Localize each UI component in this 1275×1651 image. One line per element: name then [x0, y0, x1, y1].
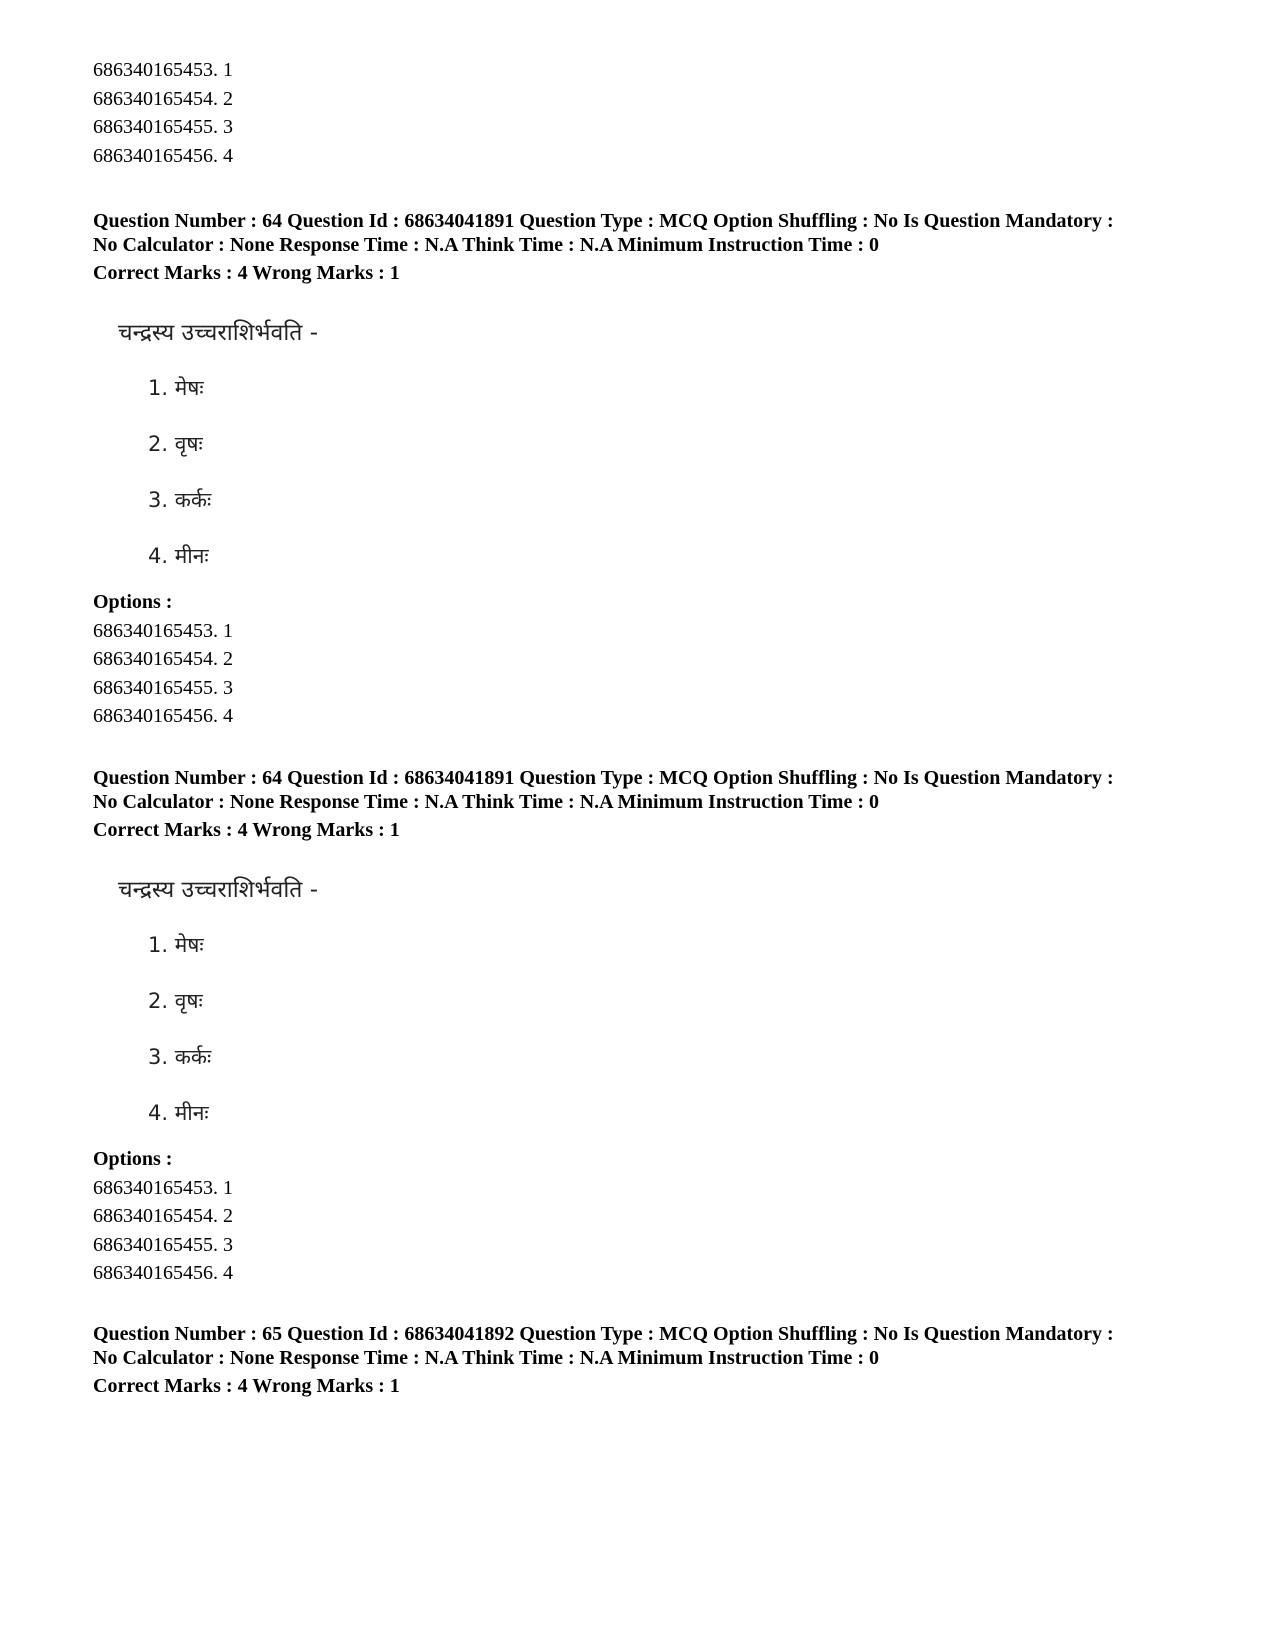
question-marks: Correct Marks : 4 Wrong Marks : 1 — [93, 819, 400, 841]
question-choice: 3. कर्कः — [148, 488, 212, 512]
option-row: 686340165454. 2 — [93, 1205, 233, 1227]
option-row: 686340165453. 1 — [93, 619, 233, 642]
question-choice: 1. मेषः — [148, 376, 204, 400]
option-row: 686340165454. 2 — [93, 87, 233, 110]
question-stem: चन्द्रस्य उच्चराशिर्भवति - — [118, 320, 318, 346]
question-choice: 3. कर्कः — [148, 1045, 212, 1069]
options-label: Options : — [93, 1148, 173, 1170]
question-image-2 — [118, 875, 518, 1145]
option-row: 686340165455. 3 — [93, 676, 233, 699]
question-choice: 1. मेषः — [148, 933, 204, 957]
question-choice: 2. वृषः — [148, 989, 203, 1013]
options-label: Options : — [93, 591, 173, 613]
question-stem: चन्द्रस्य उच्चराशिर्भवति - — [118, 877, 318, 903]
question-choice: 4. मीनः — [148, 544, 209, 568]
question-meta-line: No Calculator : None Response Time : N.A Think Time : N.A Minimum Instruction Time : 0 — [93, 1347, 879, 1369]
options-section-1 — [93, 588, 1213, 731]
question-meta-line: No Calculator : None Response Time : N.A Think Time : N.A Minimum Instruction Time : 0 — [93, 234, 879, 256]
question-header-2 — [93, 766, 1213, 842]
question-marks: Correct Marks : 4 Wrong Marks : 1 — [93, 1375, 400, 1397]
option-row: 686340165456. 4 — [93, 1262, 233, 1284]
options-list-top — [93, 56, 1213, 170]
option-row: 686340165455. 3 — [93, 116, 233, 138]
question-choice: 4. मीनः — [148, 1101, 209, 1125]
question-header-1 — [93, 209, 1213, 285]
question-choice: 2. वृषः — [148, 432, 203, 456]
question-image-1 — [118, 318, 518, 588]
question-marks: Correct Marks : 4 Wrong Marks : 1 — [93, 262, 400, 284]
question-meta-line: Question Number : 65 Question Id : 68634041892 Question Type : MCQ Option Shuffling : No Is Question Mandatory : — [93, 1323, 1114, 1345]
option-row: 686340165456. 4 — [93, 705, 233, 727]
option-row: 686340165453. 1 — [93, 59, 233, 81]
option-row: 686340165455. 3 — [93, 1233, 233, 1256]
question-meta-line: No Calculator : None Response Time : N.A Think Time : N.A Minimum Instruction Time : 0 — [93, 791, 879, 813]
option-row: 686340165454. 2 — [93, 648, 233, 670]
option-row: 686340165456. 4 — [93, 144, 233, 167]
question-header-3 — [93, 1322, 1213, 1398]
option-row: 686340165453. 1 — [93, 1176, 233, 1199]
options-section-2 — [93, 1145, 1213, 1288]
question-meta-line: Question Number : 64 Question Id : 68634041891 Question Type : MCQ Option Shuffling : No Is Question Mandatory : — [93, 210, 1114, 232]
question-meta-line: Question Number : 64 Question Id : 68634041891 Question Type : MCQ Option Shuffling : No Is Question Mandatory : — [93, 767, 1114, 789]
